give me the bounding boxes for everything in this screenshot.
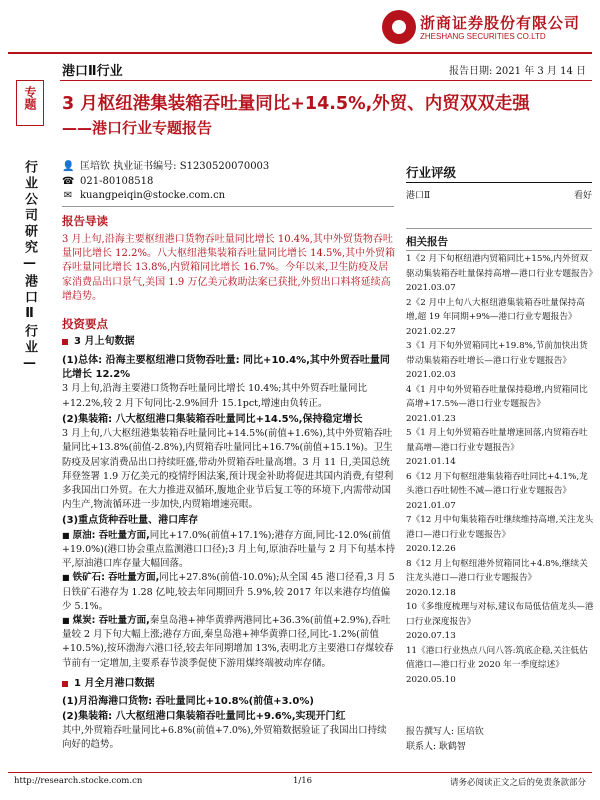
- related-item-text: 5《1 月上旬外贸箱吞吐量增速回落,内贸箱吞吐量高增—港口行业专题报告》: [406, 428, 588, 453]
- bullet-body: 秦皇岛港+神华黄骅两港同比+36.3%(前值+2.9%),吞吐量较 2 月下旬大幅上涨;港存方面,秦皇岛港+神华黄骅口径,同比-1.2%(前值+10.5%),按环渤海六港口径,较去年同期增加 13%,表明北方主要港口存煤较春节前有一定增加,主要系春节淡季促使下游用煤终端被动库存储。: [62, 615, 394, 669]
- analyst-email: kuangpeiqin@stocke.com.cn: [80, 190, 226, 201]
- bullet-point: [62, 571, 396, 614]
- bullet-body: 同比+27.8%(前值-10.0%);从全国 45 港口径看,3 月 5 日铁矿石港存为 1.28 亿吨,较去年同期回升 5.9%,较 2017 年以来港存均值偏少 5.1%。: [62, 572, 395, 612]
- side-category: 行业公司研究—港口Ⅱ行业—: [22, 160, 37, 374]
- analyst-row: [62, 189, 269, 204]
- disclaimer-note: 请务必阅读正文之后的免责条款部分: [449, 778, 586, 788]
- related-item-text: 1《2 月下旬枢纽港内贸箱同比+15%,内外贸双驱动集装箱吞吐量保持高增—港口行业专题报告》: [406, 254, 598, 279]
- related-item-date: 2021.02.03: [406, 370, 456, 380]
- bullet-square-icon: [62, 681, 68, 687]
- bullet-point: [62, 529, 396, 572]
- report-subtitle: ——港口行业专题报告: [62, 119, 213, 137]
- related-item-text: 2《2 月中上旬八大枢纽港集装箱吞吐量保持高增,超 19 年同期+9%—港口行业专题报告》: [406, 297, 585, 322]
- analyst-name: 匡培钦 执业证书编号: S1230520070003: [80, 161, 270, 172]
- section-heading-text: 3 月上旬数据: [74, 336, 135, 348]
- analyst-block: [62, 160, 269, 204]
- guide-title: 报告导读: [62, 214, 108, 228]
- related-item[interactable]: [406, 339, 594, 383]
- bullet-square-icon: [62, 339, 68, 345]
- bullet-icon: ■: [62, 530, 70, 540]
- bullet-point: [62, 614, 396, 671]
- point-body: 3 月上旬,沿海主要港口货物吞吐量同比增长 10.4%;其中外贸吞吐量同比+12.2%,较 2 月下旬同比-2.9%回升 15.1pct,增速由负转正。: [62, 383, 367, 409]
- guide-text: 3 月上旬,沿海主要枢纽港口货物吞吐量同比增长 10.4%,其中外贸货物吞吐量同比增长 12.2%。八大枢纽港集装箱吞吐量同比增长 14.5%,其中外贸箱吞吐量同比增长 13.8%,内贸箱同比增长 16.7%。今年以来,卫生防疫及居家消费品出口景气,美国 1.9 万亿美元救助法案已获批,外贸出口料将延续高增趋势。: [62, 233, 396, 303]
- bullet-head: 煤炭: 吞吐量方面,: [72, 615, 150, 626]
- related-item-text: 7《12 月中旬集装箱吞吐继续维持高增,关注龙头港口—港口行业专题报告》: [406, 515, 594, 540]
- point-heading: (2)集装箱: 八大枢纽港口集装箱吞吐量同比+14.5%,保持稳定增长: [62, 413, 363, 425]
- section-heading: [62, 335, 396, 350]
- related-item-date: 2020.12.26: [406, 544, 456, 554]
- related-item-date: 2020.07.13: [406, 631, 456, 641]
- email-icon: ✉: [63, 190, 73, 201]
- related-item-date: 2021.03.07: [406, 283, 456, 293]
- point-body: 3 月上旬,八大枢纽港集装箱吞吐量同比+14.5%(前值+1.6%),其中外贸箱吞吐量同比+13.8%(前值-2.8%),内贸箱吞吐量同比+16.7%(前值+15.1%)。卫生防疫及居家消费品出口持续旺盛,带动外贸箱吞吐量高增。3 月 11 日,美国总统拜登签署 1.9 万亿美元的疫情纾困法案,预计现金补助将促进其国内消费,有望利多我国出口外贸。在大力推进双循环,腹地企业节后复工等的环境下,内需带动国内生产,物流循环进一步加快,内贸箱增速亮眼。: [62, 428, 394, 511]
- related-item-text: 3《1 月下旬外贸箱同比+19.8%,节前加快出货带动集装箱吞吐增长—港口行业专题报告》: [406, 341, 588, 366]
- related-item-text: 6《12 月下旬枢纽港集装箱吞吐同比+4.1%,龙头港口吞吐韧性不减—港口行业专题报告》: [406, 471, 588, 496]
- related-item-text: 4《1 月中旬外贸箱吞吐量保持稳增,内贸箱同比高增+17.5%—港口行业专题报告》: [406, 384, 588, 409]
- report-authors: [406, 725, 484, 755]
- point-heading: (3)重点货种吞吐量、港口库存: [62, 515, 199, 527]
- points-title: 投资要点: [62, 316, 108, 331]
- related-item-date: 2021.01.14: [406, 457, 456, 467]
- report-contact: 联系人: 耿鹤智: [406, 742, 466, 752]
- related-item[interactable]: [406, 600, 594, 644]
- point-heading: (1)总体: 沿海主要枢纽港口货物吞吐量: 同比+10.4%,其中外贸吞吐量同比增长 12.2%: [62, 354, 390, 380]
- topic-tag: 专题: [23, 86, 37, 110]
- report-title: 3 月枢纽港集装箱吞吐量同比+14.5%,外贸、内贸双双走强: [62, 94, 530, 114]
- company-name-cn: 浙商证券股份有限公司: [420, 14, 581, 32]
- analyst-phone: 021-80108518: [80, 175, 154, 187]
- person-icon: 👤: [62, 161, 75, 172]
- analyst-divider: [62, 206, 394, 207]
- footer-divider: [8, 772, 592, 773]
- related-item-date: 2020.05.10: [406, 674, 456, 685]
- related-item[interactable]: [406, 296, 594, 340]
- bullet-icon: ■: [62, 573, 70, 583]
- bullet-head: 原油: 吞吐量方面,: [72, 529, 150, 541]
- related-item[interactable]: [406, 513, 594, 557]
- related-item-date: 2020.12.18: [406, 587, 456, 598]
- bullet-head: 铁矿石: 吞吐量方面,: [72, 572, 160, 584]
- rating-row: [406, 188, 592, 201]
- bullet-body: 同比+17.0%(前值+17.1%);港存方面,同比-12.0%(前值+19.0%)(港口协会重点监测港口口径);3 月上旬,原油吞吐量与 2 月下旬基本持平,原油港口库存量大幅回落。: [62, 529, 396, 570]
- related-item-date: 2021.02.27: [406, 326, 456, 337]
- related-item-text: 11《港口行业热点八问八答:筑底企稳,关注低估值港口—港口行业 2020 年一季度综述》: [406, 645, 588, 670]
- analyst-row: [62, 160, 269, 175]
- related-item-date: 2021.01.07: [406, 500, 456, 511]
- rating-value: 看好: [573, 191, 592, 201]
- phone-icon: ☎: [62, 175, 75, 187]
- related-item-text: 8《12 月上旬枢纽港外贸箱同比+4.8%,继续关注龙头港口—港口行业专题报告》: [406, 558, 588, 583]
- rating-title: 行业评级: [406, 165, 457, 180]
- industry-tag: 港口Ⅱ行业: [62, 64, 123, 79]
- main-content: [62, 212, 396, 755]
- related-item[interactable]: [406, 426, 594, 470]
- report-writer: 报告撰写人: 匡培钦: [406, 727, 484, 737]
- related-title: 相关报告: [406, 236, 448, 248]
- bullet-icon: ■: [62, 616, 70, 625]
- related-item-text: 10《多维度梳理与对标,建议布局低估值龙头—港口行业深度报告》: [406, 602, 594, 627]
- point-heading: (1)月沿海港口货物: 吞吐量同比+10.8%(前值+3.0%): [62, 696, 314, 708]
- related-item[interactable]: [406, 252, 598, 296]
- related-divider: [406, 250, 592, 251]
- point-heading: (2)集装箱: 八大枢纽港口集装箱吞吐量同比+9.6%,实现开门红: [62, 710, 346, 722]
- header-divider: [8, 52, 592, 54]
- company-logo: [382, 8, 592, 46]
- rating-bottom-divider: [406, 228, 592, 229]
- related-item-date: 2021.01.23: [406, 413, 456, 424]
- analyst-row: [62, 175, 269, 190]
- related-item[interactable]: [406, 383, 594, 427]
- logo-mark-icon: [382, 10, 416, 44]
- report-date: 报告日期: 2021 年 3 月 14 日: [449, 66, 586, 77]
- header-rule: [60, 80, 592, 81]
- footer-url[interactable]: http://research.stocke.com.cn: [14, 776, 143, 786]
- related-item[interactable]: [406, 557, 594, 601]
- related-list: [406, 252, 598, 687]
- section-heading: [62, 677, 396, 692]
- rating-divider: [406, 182, 592, 183]
- point-body: 其中,外贸箱吞吐量同比+6.8%(前值+7.0%),外贸箱数据验证了我国出口持续向好的趋势。: [62, 725, 387, 751]
- page-number: 1/16: [293, 776, 313, 786]
- related-item[interactable]: [406, 470, 594, 514]
- rating-sector: 港口Ⅱ: [406, 191, 431, 201]
- section-heading-text: 1 月全月港口数据: [74, 677, 155, 689]
- related-item[interactable]: [406, 644, 594, 688]
- company-name-en: ZHESHANG SECURITIES CO.LTD: [420, 32, 546, 41]
